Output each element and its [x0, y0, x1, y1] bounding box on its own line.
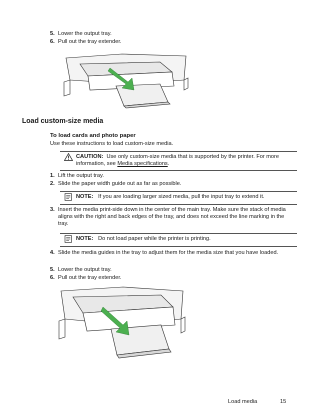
step-text: Lift the output tray. — [58, 173, 104, 179]
step-text: Slide the media guides in the tray to adjust them for the media size that you have loaded. — [58, 250, 279, 256]
divider — [60, 204, 297, 205]
divider — [60, 191, 297, 192]
step-text: Insert the media print-side down in the center of the main tray. Make sure the stack of media aligns with the right and back edges of the tray, and does not exceed the line marking in the tray. — [58, 207, 286, 228]
section-heading: Load custom-size media — [22, 118, 104, 125]
printer-tray-extender-illustration — [57, 285, 187, 360]
note-icon — [64, 193, 73, 201]
note-body: If you are loading larger sized media, pull the input tray to extend it. — [98, 194, 265, 200]
divider — [60, 233, 297, 234]
note-body: Do not load paper while the printer is printing. — [98, 236, 211, 242]
caution-body: Use only custom-size media that is supported by the printer. For more information, see — [76, 154, 280, 168]
step-text: Pull out the tray extender. — [58, 39, 122, 45]
step-number: 6. — [50, 39, 55, 45]
step-number: 4. — [50, 250, 55, 256]
step-text: Slide the paper width guide out as far as possible. — [58, 181, 182, 187]
intro-text: Use these instructions to load custom-size media. — [50, 141, 174, 147]
note-label: NOTE: — [76, 236, 94, 242]
note-text — [76, 194, 292, 201]
step-text: Lower the output tray. — [58, 267, 112, 273]
note-icon — [64, 235, 73, 243]
warning-icon — [64, 153, 73, 161]
divider — [60, 246, 297, 247]
note-label: NOTE: — [76, 194, 94, 200]
subheading: To load cards and photo paper — [50, 133, 136, 139]
printer-tray-extender-illustration — [60, 50, 190, 110]
step-text: Lower the output tray. — [58, 31, 112, 37]
divider — [60, 151, 297, 152]
step-number: 6. — [50, 275, 55, 281]
caution-text — [76, 154, 298, 168]
step-text: Pull out the tray extender. — [58, 275, 122, 281]
caution-label: CAUTION: — [76, 154, 104, 160]
step-number: 3. — [50, 207, 55, 213]
divider — [60, 170, 297, 171]
footer-section: Load media — [228, 399, 258, 405]
caution-end: . — [167, 161, 170, 168]
step-number: 5. — [50, 31, 55, 37]
media-specifications-link[interactable]: Media specifications — [117, 161, 168, 168]
step-number: 1. — [50, 173, 55, 179]
page-number: 15 — [280, 399, 287, 405]
step-number: 2. — [50, 181, 55, 187]
step-number: 5. — [50, 267, 55, 273]
note-text — [76, 236, 292, 243]
